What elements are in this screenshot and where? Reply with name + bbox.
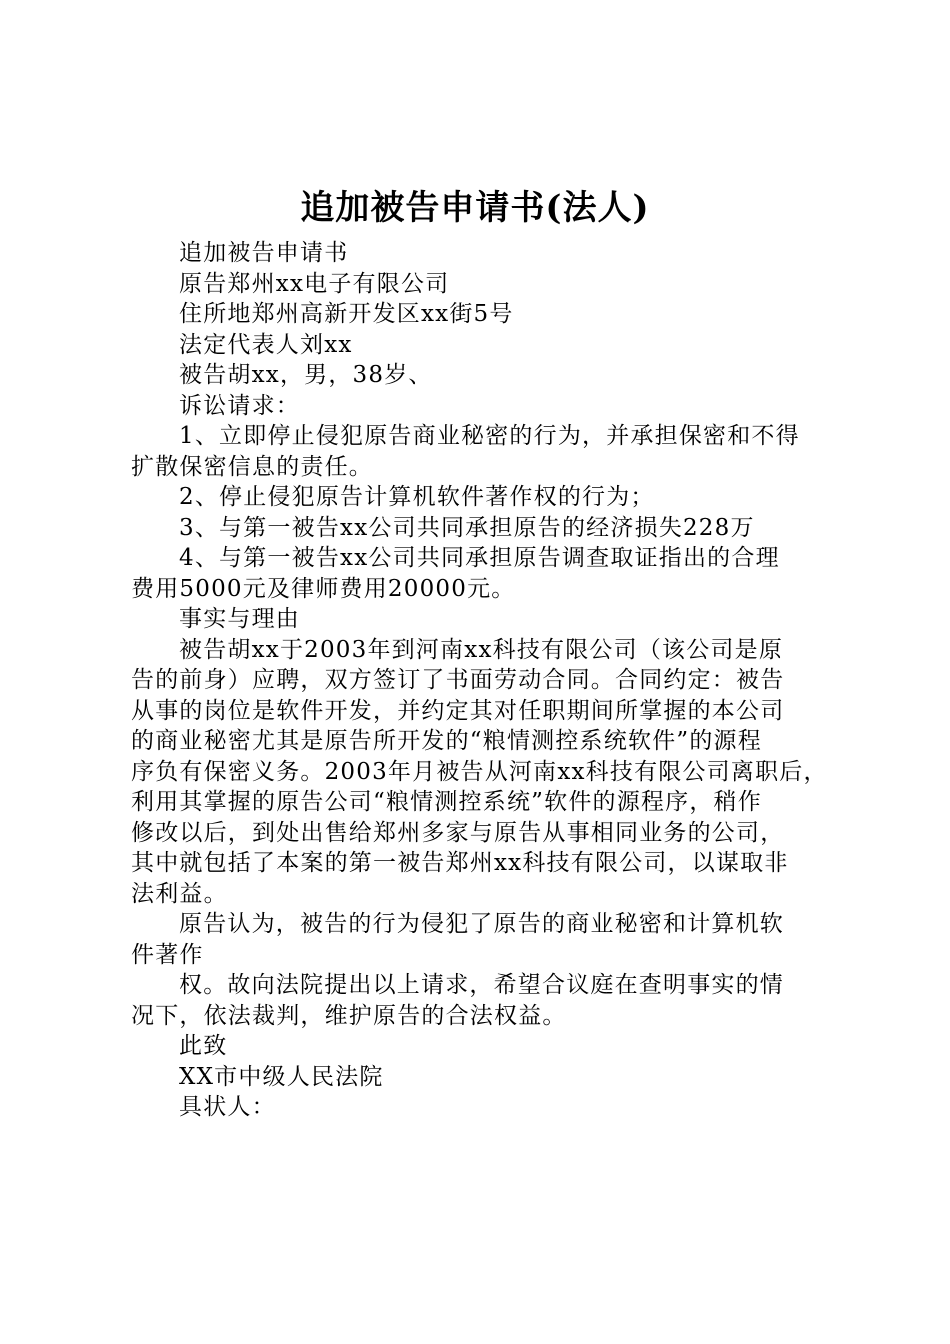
document-line: 具状人： bbox=[179, 1094, 276, 1120]
document-line: 序负有保密义务。2003年月被告从河南xx科技有限公司离职后， bbox=[131, 758, 828, 785]
document-line: 此致 bbox=[179, 1033, 228, 1059]
document-line: 被告胡xx于2003年到河南xx科技有限公司（该公司是原 bbox=[179, 636, 784, 663]
document-line: 件著作 bbox=[131, 941, 204, 968]
document-line: 原告郑州xx电子有限公司 bbox=[179, 270, 450, 297]
document-line: 其中就包括了本案的第一被告郑州xx科技有限公司，以谋取非 bbox=[131, 850, 789, 876]
document-line: XX市中级人民法院 bbox=[179, 1063, 384, 1090]
document-line: 法利益。 bbox=[131, 880, 228, 907]
document-line: 原告认为，被告的行为侵犯了原告的商业秘密和计算机软 bbox=[179, 911, 784, 937]
document-line: 利用其掌握的原告公司“粮情测控系统”软件的源程序，稍作 bbox=[131, 789, 762, 815]
document-line: 法定代表人刘xx bbox=[179, 331, 353, 358]
document-line: 扩散保密信息的责任。 bbox=[131, 453, 373, 480]
document-line: 况下，依法裁判，维护原告的合法权益。 bbox=[131, 1002, 567, 1029]
document-line: 的商业秘密尤其是原告所开发的“粮情测控系统软件”的源程 bbox=[131, 728, 762, 754]
document-title: 追加被告申请书(法人) bbox=[300, 188, 650, 228]
document-line: 权。故向法院提出以上请求，希望合议庭在查明事实的情 bbox=[179, 972, 784, 998]
document-line: 4、与第一被告xx公司共同承担原告调查取证指出的合理 bbox=[179, 545, 780, 571]
document-line: 2、停止侵犯原告计算机软件著作权的行为； bbox=[179, 484, 655, 510]
document-line: 1、立即停止侵犯原告商业秘密的行为，并承担保密和不得 bbox=[179, 423, 800, 449]
document-line: 住所地郑州高新开发区xx街5号 bbox=[179, 301, 514, 327]
document-line: 诉讼请求： bbox=[179, 392, 300, 419]
document-line: 告的前身）应聘，双方签订了书面劳动合同。合同约定：被告 bbox=[131, 667, 785, 693]
document-line: 追加被告申请书 bbox=[179, 240, 349, 266]
document-line: 3、与第一被告xx公司共同承担原告的经济损失228万 bbox=[179, 514, 755, 541]
document-line: 事实与理由 bbox=[179, 606, 300, 632]
document-line: 从事的岗位是软件开发，并约定其对任职期间所掌握的本公司 bbox=[131, 697, 785, 724]
document-line: 费用5000元及律师费用20000元。 bbox=[131, 575, 516, 602]
document-line: 被告胡xx，男，38岁、 bbox=[179, 362, 433, 388]
document-line: 修改以后，到处出售给郑州多家与原告从事相同业务的公司， bbox=[131, 819, 785, 846]
document-body bbox=[131, 238, 831, 1123]
